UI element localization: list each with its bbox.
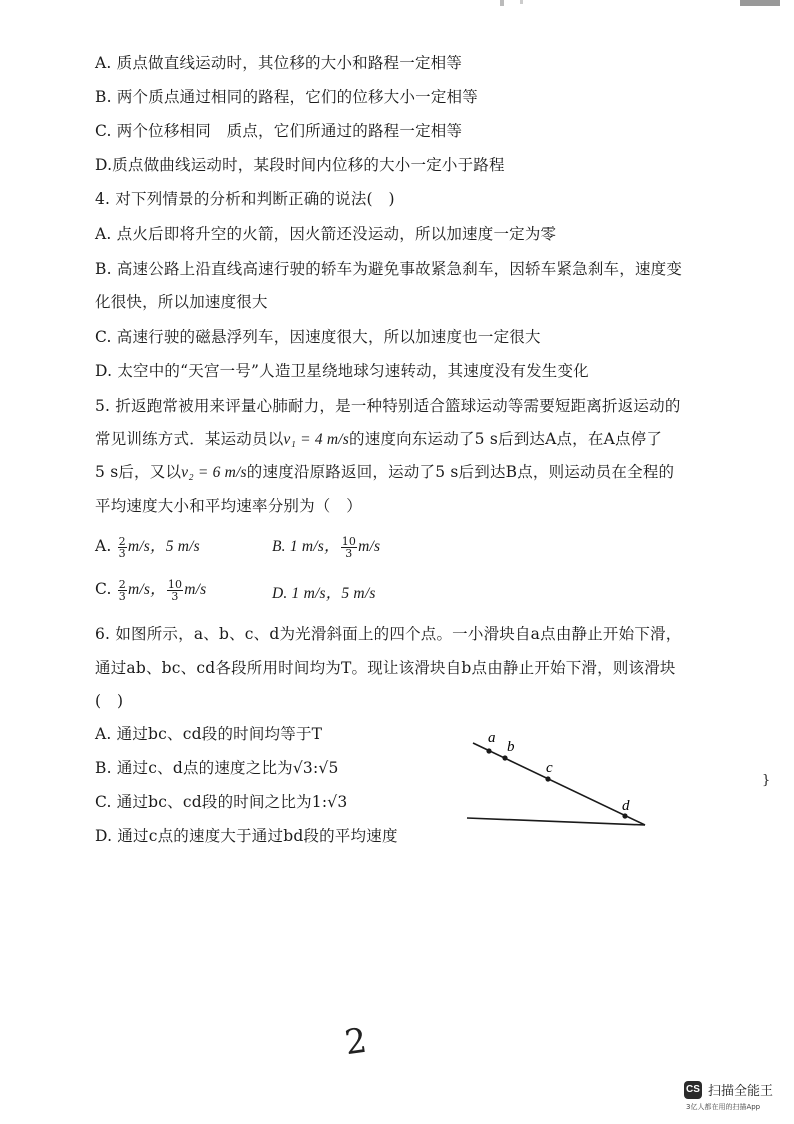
label-a: a xyxy=(488,730,496,746)
q5-option-d xyxy=(272,582,376,605)
q5-text: 5 s后，又以 xyxy=(95,463,182,481)
q4-option-b: B. 高速公路上沿直线高速行驶的轿车为避免事故紧急刹车，因轿车紧急刹车，速度变 xyxy=(95,260,683,278)
q5-opt-label: C. xyxy=(95,580,112,598)
q5-opt-value: m/s，5 m/s xyxy=(127,538,200,555)
q5-opt-value: D. 1 m/s，5 m/s xyxy=(272,585,376,602)
frac-den: 3 xyxy=(118,546,126,560)
q5-opt-value: m/s xyxy=(358,538,381,555)
q4-option-d: D. 太空中的“天宫一号”人造卫星绕地球匀速转动，其速度没有发生变化 xyxy=(95,362,589,380)
scanner-watermark xyxy=(684,1080,773,1099)
fraction xyxy=(118,579,127,602)
q5-opt-value: m/s xyxy=(184,581,207,598)
q5-option-a xyxy=(95,535,200,559)
q5-text: 的速度沿原路返回，运动了5 s后到达B点，则运动员在全程的 xyxy=(246,463,675,481)
q5-option-c xyxy=(95,578,206,602)
q5-opt-label: B. 1 m/s， xyxy=(272,538,340,555)
q5-v1: v₁ = 4 m/s xyxy=(283,431,350,448)
q5-line-2 xyxy=(95,428,662,451)
q3-option-a: A. 质点做直线运动时，其位移的大小和路程一定相等 xyxy=(95,54,463,72)
q6-option-b: B. 通过c、d点的速度之比为√3:√5 xyxy=(95,759,339,777)
q6-option-a: A. 通过bc、cd段的时间均等于T xyxy=(95,725,323,743)
q6-line-2: 通过ab、bc、cd各段所用时间均为T。现让该滑块自b点由静止开始下滑，则该滑块 xyxy=(95,659,676,677)
camscanner-logo-icon: CS xyxy=(684,1081,702,1099)
point-d xyxy=(622,813,627,818)
frac-num: 2 xyxy=(118,577,126,591)
q5-line-3 xyxy=(95,461,674,484)
frac-den: 3 xyxy=(118,589,126,603)
point-a xyxy=(486,748,491,753)
label-b: b xyxy=(507,739,515,755)
page-number: 2 xyxy=(342,1020,370,1064)
label-d: d xyxy=(622,798,630,814)
q5-opt-value: m/s， xyxy=(127,581,166,598)
q4-option-b-cont: 化很快，所以加速度很大 xyxy=(95,293,268,311)
scan-edge-marks xyxy=(500,0,794,12)
q4-stem: 4. 对下列情景的分析和判断正确的说法( ) xyxy=(95,190,395,208)
q5-text: 的速度向东运动了5 s后到达A点，在A点停了 xyxy=(349,430,663,448)
frac-num: 2 xyxy=(118,534,126,548)
point-c xyxy=(545,776,550,781)
q6-line-1: 6. 如图所示，a、b、c、d为光滑斜面上的四个点。一小滑块自a点由静止开始下滑， xyxy=(95,625,682,643)
q5-opt-label: A. xyxy=(95,537,112,555)
q6-option-d: D. 通过c点的速度大于通过bd段的平均速度 xyxy=(95,827,398,845)
q5-line-4: 平均速度大小和平均速率分别为（ ） xyxy=(95,497,362,515)
point-b xyxy=(502,755,507,760)
frac-num: 10 xyxy=(167,577,183,591)
q6-option-c: C. 通过bc、cd段的时间之比为1:√3 xyxy=(95,793,348,811)
incline-surface xyxy=(473,743,645,825)
fraction xyxy=(341,536,357,559)
q5-line-1: 5. 折返跑常被用来评量心肺耐力，是一种特别适合篮球运动等需要短距离折返运动的 xyxy=(95,397,681,415)
incline-figure xyxy=(455,725,655,835)
stray-mark: } xyxy=(762,773,771,788)
scanner-name: 扫描全能王 xyxy=(708,1084,774,1099)
q4-option-a: A. 点火后即将升空的火箭，因火箭还没运动，所以加速度一定为零 xyxy=(95,225,557,243)
q4-option-c: C. 高速行驶的磁悬浮列车，因速度很大，所以加速度也一定很大 xyxy=(95,328,541,346)
q6-line-3: ( ) xyxy=(95,692,124,710)
q3-option-d: D.质点做曲线运动时，某段时间内位移的大小一定小于路程 xyxy=(95,156,505,174)
q5-v2: v₂ = 6 m/s xyxy=(181,464,247,481)
q5-text: 常见训练方式．某运动员以 xyxy=(95,430,284,448)
fraction xyxy=(118,536,127,559)
ground-line xyxy=(467,818,645,825)
q5-option-b xyxy=(272,535,380,559)
frac-num: 10 xyxy=(341,534,357,548)
scanner-tagline: 3亿人都在用的扫描App xyxy=(686,1103,761,1111)
frac-den: 3 xyxy=(345,546,353,560)
label-c: c xyxy=(546,760,553,776)
fraction xyxy=(167,579,183,602)
q3-option-b: B. 两个质点通过相同的路程，它们的位移大小一定相等 xyxy=(95,88,478,106)
frac-den: 3 xyxy=(171,589,179,603)
q3-option-c: C. 两个位移相同 质点，它们所通过的路程一定相等 xyxy=(95,122,463,140)
